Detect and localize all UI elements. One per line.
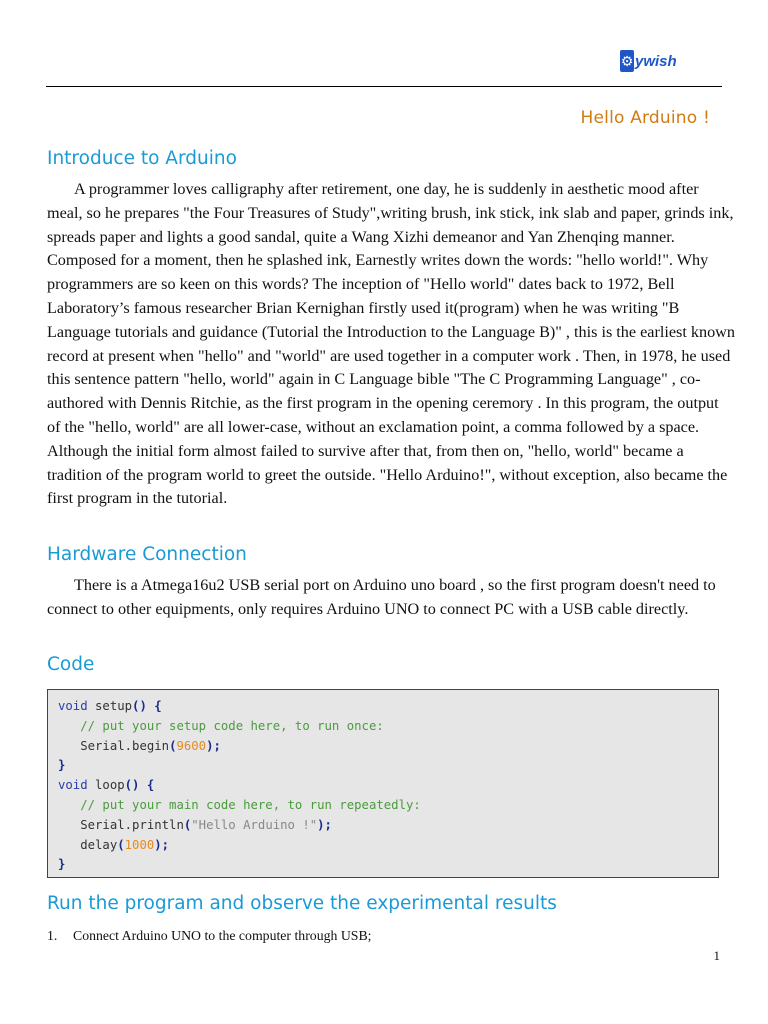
code-line-setup: void setup() {: [58, 699, 162, 713]
logo-text: ywish: [635, 52, 677, 70]
hardware-paragraph: There is a Atmega16u2 USB serial port on Arduino uno board , so the first program doesn't need to connect to other equipments, only requires Arduino UNO to connect PC with a USB cable directly.: [47, 576, 716, 618]
list-item-number: 1.: [47, 928, 58, 943]
list-item-text: Connect Arduino UNO to the computer through USB;: [73, 928, 372, 943]
heading-introduce: Introduce to Arduino: [47, 148, 237, 169]
heading-run-program: Run the program and observe the experimental results: [47, 893, 557, 914]
heading-hardware: Hardware Connection: [47, 544, 247, 565]
heading-code: Code: [47, 654, 95, 675]
code-line-serial-begin: Serial.begin(9600);: [80, 738, 221, 753]
page-number: 1: [713, 948, 720, 963]
list-item: [47, 928, 372, 944]
code-line-delay: delay(1000);: [80, 837, 170, 852]
code-line-close-setup: }: [58, 758, 66, 773]
code-line-comment-setup: // put your setup code here, to run once:: [80, 718, 384, 733]
intro-paragraph: A programmer loves calligraphy after retirement, one day, he is suddenly in aesthetic mood after meal, so he prepares "the Four Treasures of Study",writing brush, ink stick, ink slab and paper, grinds ink, spreads paper and lights a good sandal, quite a Wang Xizhi demeanor and Yan Zhenqing manner. Composed for a moment, then he splashed ink, Earnestly writes down the words: "hello world!". Why programmers are so keen on this words? The inception of "Hello world" dates back to 1972, Bell Laboratory’s famous researcher Brian Kernighan firstly used it(program) when he was writing "B Language tutorials and guidance (Tutorial the Introduction to the Language B)" , this is the earliest known record at present when "hello" and "world" are used together in a computer work . Then, in 1978, he used this sentence pattern "hello, world" again in C Language bible "The C Programming Language" , co-authored with Dennis Ritchie, as the first program in the opening ceremory . In this program, the output of the "hello, world" are all lower-case, without an exclamation point, a comma followed by a space. Although the initial form almost failed to survive after that, from then on, "hello, world" became a tradition of the program world to greet the outside. "Hello Arduino!", without exception, also became the first program in the tutorial.: [47, 180, 735, 508]
code-line-close-loop: }: [58, 857, 66, 872]
code-line-println: Serial.println("Hello Arduino !");: [80, 817, 332, 832]
logo-gear-icon: ⚙: [620, 50, 634, 72]
header-divider: [46, 86, 722, 87]
company-logo: [620, 50, 677, 72]
document-title: Hello Arduino !: [580, 108, 710, 128]
code-line-loop: void loop() {: [58, 778, 155, 793]
code-line-comment-loop: // put your main code here, to run repeatedly:: [80, 797, 421, 812]
code-block[interactable]: [47, 689, 719, 878]
